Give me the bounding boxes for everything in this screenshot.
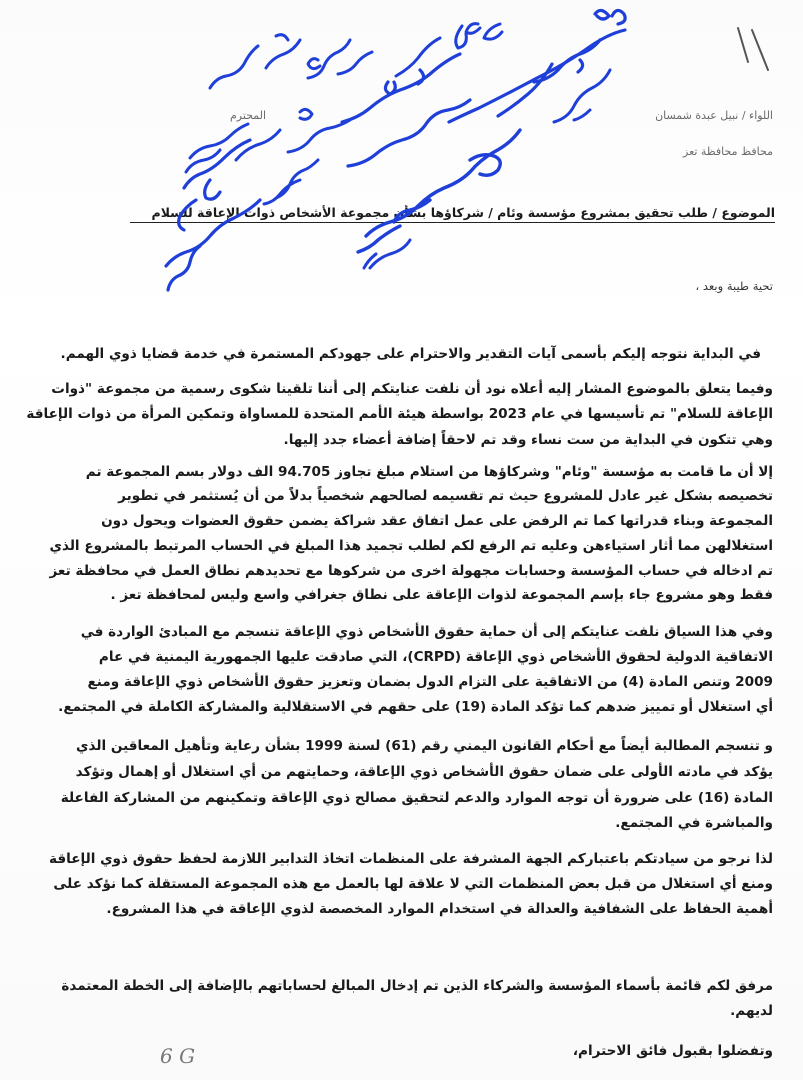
- paragraph-line: وفيما يتعلق بالموضوع المشار إليه أعلاه نود أن نلفت عنايتكم إلى أننا تلقينا شكوى رسمية من مجموعة "ذوات: [51, 381, 773, 397]
- paragraph-line: مرفق لكم قائمة بأسماء المؤسسة والشركاء الذين تم إدخال المبالغ لحساباتهم بالإضافة إلى الخطة المعتمدة: [61, 978, 773, 994]
- paragraph-line: أي استغلال أو تمييز ضدهم كما تؤكد المادة (19) على حقهم في الاستقلالية والمشاركة الكاملة في المجتمع.: [58, 699, 773, 715]
- paragraph-line: 2009 وتنص المادة (4) من الاتفاقية على التزام الدول بضمان وتعزيز حقوق الأشخاص ذوي الإعاقة ومنع: [87, 674, 773, 690]
- paragraph-line: فقط وهو مشروع جاء بإسم المجموعة لذوات الإعاقة على نطاق جغرافي واسع وليس لمحافظة تعز .: [110, 587, 773, 603]
- paragraph-line: والمباشرة في المجتمع.: [615, 815, 773, 831]
- paragraph-line: يؤكد في مادته الأولى على ضمان حقوق الأشخاص ذوي الإعاقة، وحمايتهم من أي استغلال أو إهمال وتؤكد: [75, 764, 773, 780]
- paragraph-line: ومنع أي استغلال من قبل بعض المنظمات التي لا علاقة لها بالعمل مع هذه المجموعة المستقلة كما نؤكد على: [53, 876, 773, 892]
- paragraph-line: إلا أن ما قامت به مؤسسة "وئام" وشركاؤها من استلام مبلغ تجاوز 94.705 الف دولار بسم المجموعة تم: [85, 464, 773, 480]
- paragraph-line: أهمية الحفاظ على الشفافية والعدالة في استخدام الموارد المخصصة لذوي الإعاقة في هذا المشروع.: [106, 901, 773, 917]
- recipient-honorific: المحترم: [230, 109, 267, 122]
- page-mark: 6 G: [160, 1044, 196, 1068]
- paragraph-line: في البداية نتوجه إليكم بأسمى آيات التقدير والاحترام على جهودكم المستمرة في خدمة قضايا ذوي الهمم.: [60, 346, 761, 362]
- paragraph-line: المجموعة وبناء قدراتها كما تم الرفض على عمل اتفاق عقد شراكة يضمن حقوق العضوات ويحول دون: [101, 513, 773, 529]
- paragraph-line: وفي هذا السياق نلفت عنايتكم إلى أن حماية حقوق الأشخاص ذوي الإعاقة تنسجم مع المبادئ الواردة في: [80, 624, 773, 640]
- closing-line: وتفضلوا بقبول فائق الاحترام،: [572, 1043, 773, 1059]
- paragraph-line: تم ادخاله في حساب المؤسسة وحسابات مجهولة اخرى من شركوها مع تحديدهم نطاق العمل في محافظة تعز: [49, 563, 773, 579]
- paragraph-line: لذا نرجو من سيادتكم باعتباركم الجهة المشرفة على المنظمات اتخاذ التدابير اللازمة لحفظ حقوق ذوي الإعاقة: [48, 851, 773, 867]
- recipient-title: محافظ محافظة تعز: [683, 145, 773, 158]
- paragraph-line: الإعاقة للسلام" تم تأسيسها في عام 2023 بواسطة هيئة الأمم المتحدة للمساواة وتمكين المرأة من ذوات الإعاقة: [26, 406, 773, 422]
- greeting: تحية طيبة وبعد ،: [695, 279, 773, 293]
- paragraph-line: وهي تتكون في البداية من ست نساء وقد تم لاحقاً إضافة أعضاء جدد إليها.: [283, 432, 773, 448]
- paragraph-line: استغلالهن مما أثار استياءهن وعليه تم الرفع لكم لطلب تجميد هذا المبلغ في الحساب المرتبط بالمشروع الذي: [49, 538, 773, 554]
- paragraph-line: لديهم.: [730, 1003, 773, 1019]
- recipient-name: اللواء / نبيل عبدة شمسان: [655, 109, 773, 122]
- paragraph-line: تخصيصه بشكل غير عادل للمشروع حيث تم تقسيمه لصالحهم شخصياً بدلاً من أن يُستثمر في تطوير: [118, 488, 773, 504]
- letter-subject: الموضوع / طلب تحقيق بمشروع مؤسسة وئام / شركاؤها بشأن مجموعة الأشخاص ذوات الإعاقة للسلام: [130, 205, 775, 223]
- paragraph-line: و تنسجم المطالبة أيضاً مع أحكام القانون اليمني رقم (61) لسنة 1999 بشأن رعاية وتأهيل المعاقين الذي: [76, 738, 773, 754]
- paragraph-line: الاتفاقية الدولية لحقوق الأشخاص ذوي الإعاقة (CRPD)، التي صادقت عليها الجمهورية اليمنية في عام: [98, 649, 773, 665]
- paragraph-line: المادة (16) على ضرورة أن توجه الموارد والدعم لتحقيق مصالح ذوي الإعاقة وتمكينهم من المشاركة الفاعلة: [60, 790, 773, 806]
